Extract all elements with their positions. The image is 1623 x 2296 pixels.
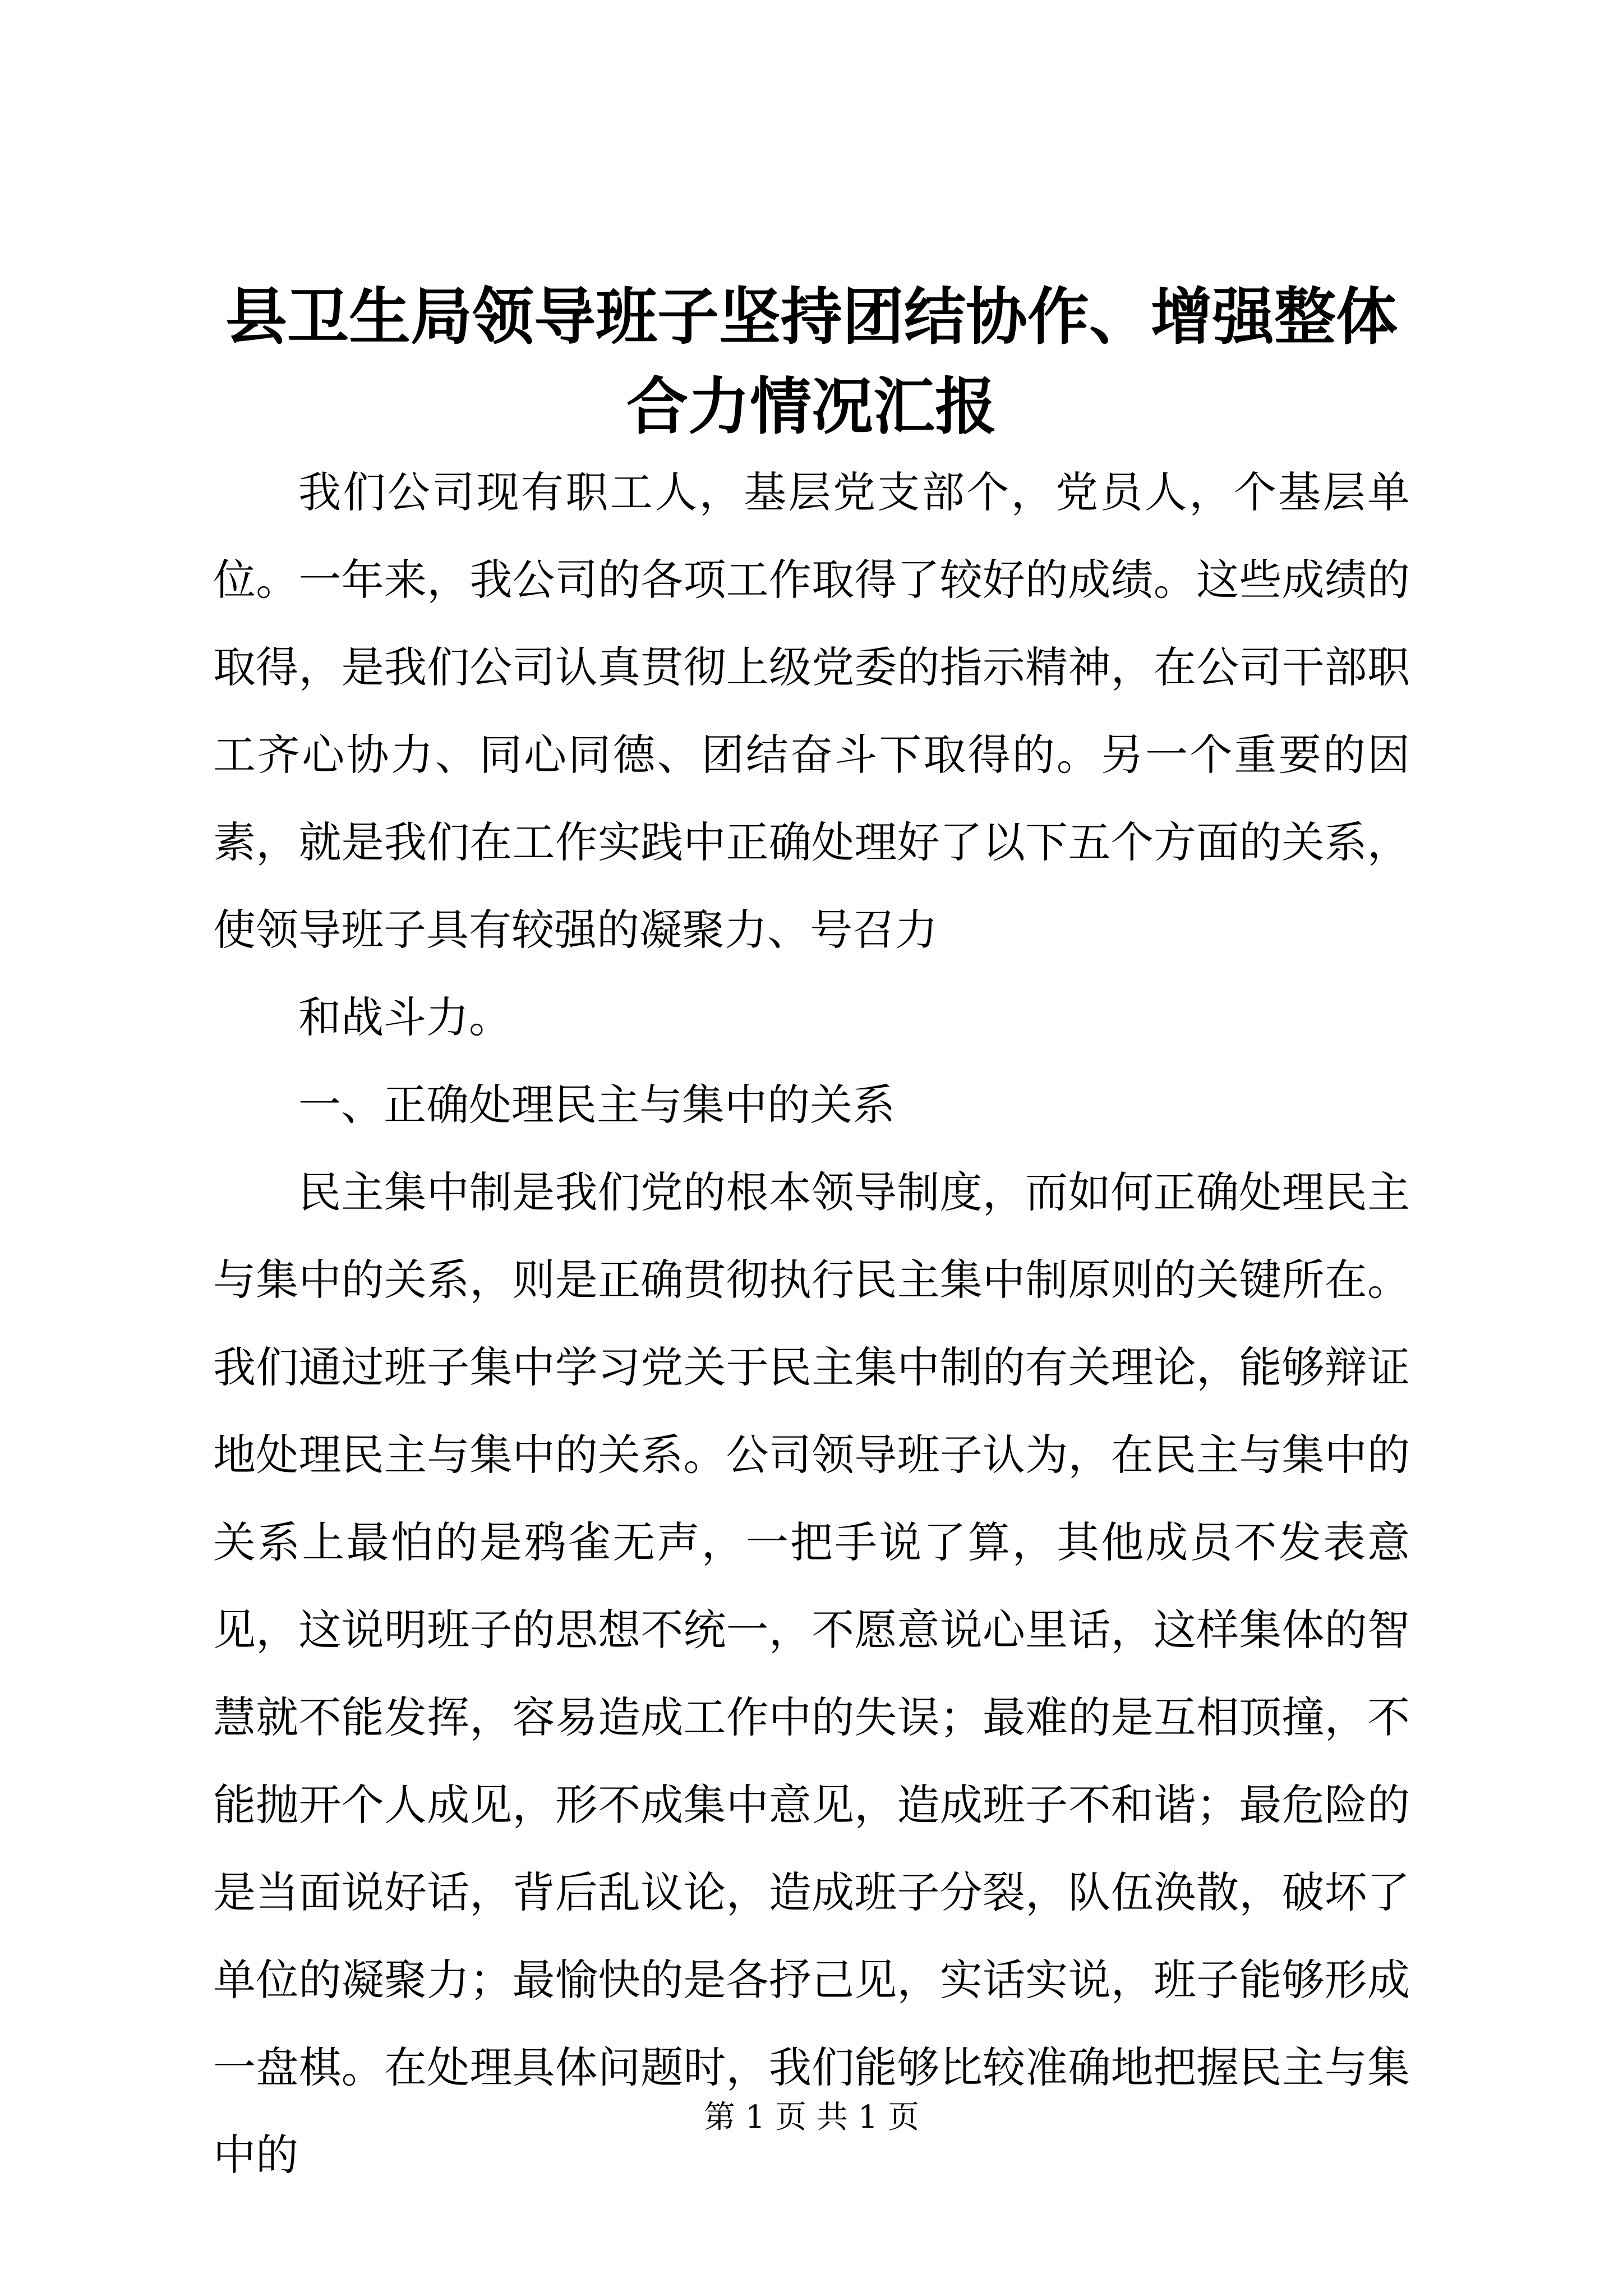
paragraph-intro: 我们公司现有职工人，基层党支部个，党员人，个基层单位。一年来，我公司的各项工作取得了较好的成绩。这些成绩的取得，是我们公司认真贯彻上级党委的指示精神，在公司干部职工齐心协力、同心同德、团结奋斗下取得的。另一个重要的因素，就是我们在工作实践中正确处理好了以下五个方面的关系，使领导班子具有较强的凝聚力、号召力 [213, 467, 1410, 955]
document-body [213, 449, 1410, 2199]
section-heading-1: 一、正确处理民主与集中的关系 [298, 1080, 895, 1130]
paragraph-democratic-centralism: 民主集中制是我们党的根本领导制度，而如何正确处理民主与集中的关系，则是正确贯彻执行民主集中制原则的关键所在。我们通过班子集中学习党关于民主集中制的有关理论，能够辩证地处理民主与集中的关系。公司领导班子认为，在民主与集中的关系上最怕的是鸦雀无声，一把手说了算，其他成员不发表意见，这说明班子的思想不统一，不愿意说心里话，这样集体的智慧就不能发挥，容易造成工作中的失误；最难的是互相顶撞，不能抛开个人成见，形不成集中意见，造成班子不和谐；最危险的是当面说好话，背后乱议论，造成班子分裂，队伍涣散，破坏了单位的凝聚力；最愉快的是各抒己见，实话实说，班子能够形成一盘棋。在处理具体问题时，我们能够比较准确地把握民主与集中的 [213, 1167, 1410, 2180]
paragraph-continuation: 和战斗力。 [298, 992, 511, 1042]
page-footer: 第 1 页 共 1 页 [703, 2099, 920, 2136]
document-title: 县卫生局领导班子坚持团结协作、增强整体合力情况汇报 [225, 280, 1398, 443]
